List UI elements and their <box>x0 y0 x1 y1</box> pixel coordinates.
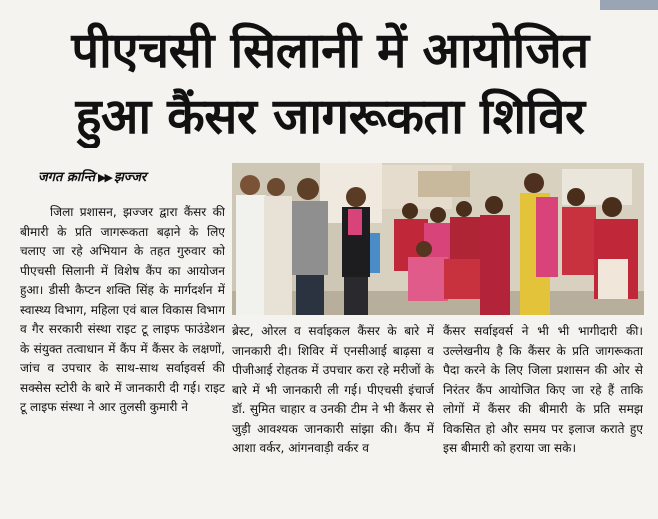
article-column-3: कैंसर सर्वाइवर्स ने भी भी भागीदारी की। उल्लेखनीय है कि कैंसर के प्रति जागरूकता पैदा करने के लिए जिला प्रशासन की ओर से निरंतर कैंप आयोजित किए जा रहे हैं ताकि लोगों में कैंसर की बीमारी के प्रति समझ विकसित हो और समय पर इलाज कराते हुए इस बीमारी को हराया जा सके। <box>443 324 643 455</box>
headline-line-1: पीएचसी सिलानी में आयोजित <box>71 22 589 79</box>
byline-source: जगत क्रान्ति <box>38 170 96 185</box>
event-photo <box>232 163 644 315</box>
event-photo-illustration <box>232 163 644 315</box>
top-right-edge <box>600 0 658 10</box>
article-column-1: जिला प्रशासन, झज्जर द्वारा कैंसर की बीमारी के प्रति जागरूकता बढ़ाने के लिए चलाए जा रहे अभियान के तहत गुरुवार को पीएचसी सिलानी में विशेष कैंप का आयोजन हुआ। डीसी कैप्टन शक्ति सिंह के मार्गदर्शन में स्वास्थ्य विभाग, महिला एवं बाल विकास विभाग व गैर सरकारी संस्था राइट टू लाइफ फाउंडेशन के संयुक्त तत्वाधान में कैंप में कैंसर के लक्षणों, जांच व उपचार के साथ-साथ सर्वाइवर्स की सक्सेस स्टोरी के बारे में जानकारी दी गई। राइट टू लाइफ संस्था ने आर तुलसी कुमारी ने <box>20 205 225 414</box>
double-right-arrow-icon: ▶▶ <box>98 171 111 184</box>
byline <box>38 167 146 185</box>
article-column-2: ब्रेस्ट, ओरल व सर्वाइकल कैंसर के बारे में जानकारी दी। शिविर में एनसीआई बाढ़सा व पीजीआई रोहतक में उपचार करा रहे मरीजों के बारे में भी जानकारी ली गई। पीएचसी इंचार्ज डॉ. सुमित चाहार व उनकी टीम ने भी कैंसर से जुड़ी आवश्यक जानकारी सांझा की। कैंप में आशा वर्कर, आंगनवाड़ी वर्कर व <box>232 324 434 455</box>
headline-line-2: हुआ कैंसर जागरूकता शिविर <box>75 88 585 145</box>
byline-place: झज्जर <box>113 170 147 185</box>
